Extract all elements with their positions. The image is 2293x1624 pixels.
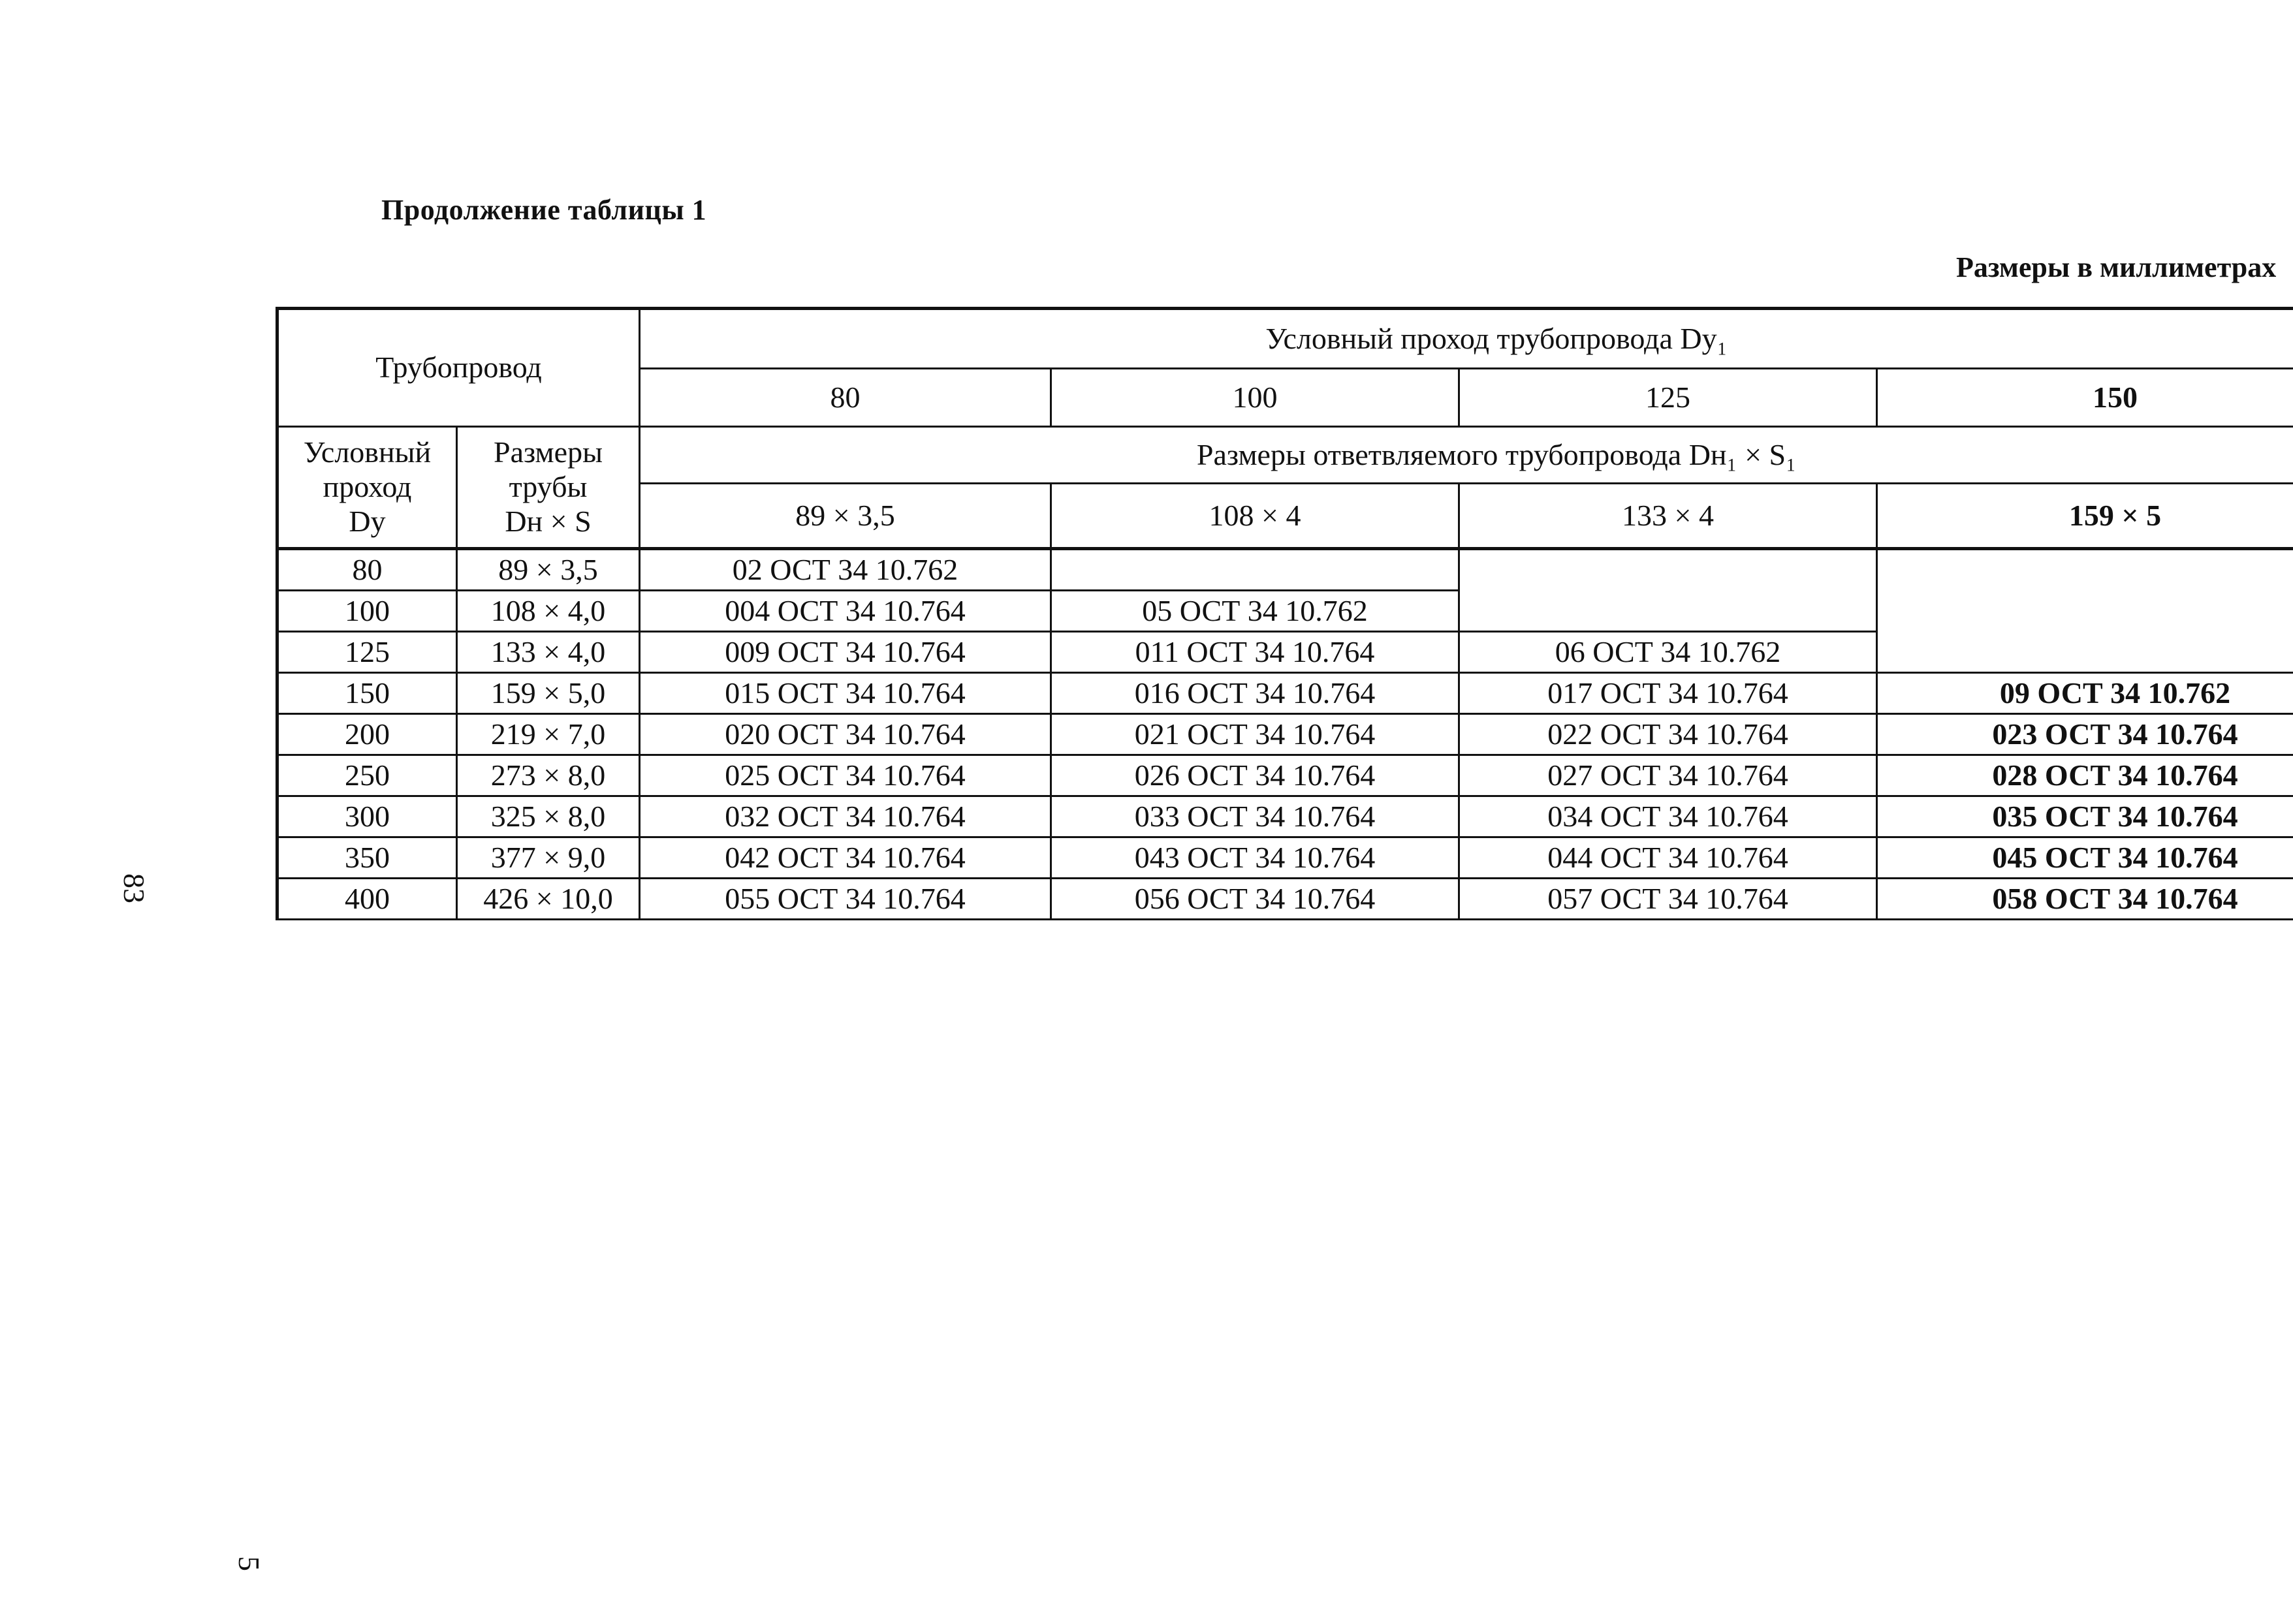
branch-dn-125: 125 — [1459, 369, 1877, 427]
table-row — [277, 673, 2293, 714]
table-row — [277, 755, 2293, 796]
table-row — [277, 879, 2293, 920]
cell-size: 133 × 4,0 — [457, 632, 640, 673]
cell-size: 426 × 10,0 — [457, 879, 640, 920]
page-number-rotated: 83 — [118, 873, 151, 903]
cell-c100: 016 ОСТ 34 10.764 — [1051, 673, 1459, 714]
col-size-label-line: Dн × S — [505, 504, 592, 538]
spec-table — [276, 307, 2293, 920]
cell-c125: 022 ОСТ 34 10.764 — [1459, 714, 1877, 755]
cell-c150: 023 ОСТ 34 10.764 — [1877, 714, 2293, 755]
cell-size: 377 × 9,0 — [457, 837, 640, 879]
branch-dn-100: 100 — [1051, 369, 1459, 427]
table-row — [277, 837, 2293, 879]
cell-dn: 350 — [277, 837, 457, 879]
cell-size: 89 × 3,5 — [457, 549, 640, 591]
cell-c150: 058 ОСТ 34 10.764 — [1877, 879, 2293, 920]
cell-size: 325 × 8,0 — [457, 796, 640, 837]
cell-c125-empty — [1459, 549, 1877, 632]
cell-c125: 034 ОСТ 34 10.764 — [1459, 796, 1877, 837]
col-dn-label-line: проход — [323, 470, 412, 504]
header-pipeline: Трубопровод — [277, 309, 640, 427]
cell-dn: 150 — [277, 673, 457, 714]
cell-c100: 011 ОСТ 34 10.764 — [1051, 632, 1459, 673]
table-caption: Продолжение таблицы 1 — [381, 194, 707, 226]
cell-size: 159 × 5,0 — [457, 673, 640, 714]
header-branch-dn: Условный проход трубопровода Dy₁ — [640, 309, 2293, 369]
col-dn-label-line: Условный — [303, 435, 432, 469]
cell-c80: 025 ОСТ 34 10.764 — [640, 755, 1051, 796]
branch-size-89: 89 × 3,5 — [640, 484, 1051, 549]
cell-dn: 250 — [277, 755, 457, 796]
cell-c150: 09 ОСТ 34 10.762 — [1877, 673, 2293, 714]
cell-c150: 045 ОСТ 34 10.764 — [1877, 837, 2293, 879]
header-branch-size: Размеры ответвляемого трубопровода Dн₁ × S₁ — [640, 427, 2293, 484]
cell-c80: 015 ОСТ 34 10.764 — [640, 673, 1051, 714]
table-row — [277, 549, 2293, 591]
cell-c100: 05 ОСТ 34 10.762 — [1051, 591, 1459, 632]
cell-c100: 033 ОСТ 34 10.764 — [1051, 796, 1459, 837]
cell-c100: 056 ОСТ 34 10.764 — [1051, 879, 1459, 920]
cell-c125: 027 ОСТ 34 10.764 — [1459, 755, 1877, 796]
units-note: Размеры в миллиметрах — [1956, 251, 2277, 283]
col-size-label-line: трубы — [509, 470, 588, 504]
cell-size: 219 × 7,0 — [457, 714, 640, 755]
cell-c150: 035 ОСТ 34 10.764 — [1877, 796, 2293, 837]
cell-c80: 042 ОСТ 34 10.764 — [640, 837, 1051, 879]
cell-dn: 125 — [277, 632, 457, 673]
cell-c125: 057 ОСТ 34 10.764 — [1459, 879, 1877, 920]
cell-c80: 004 ОСТ 34 10.764 — [640, 591, 1051, 632]
col-dn-label-line: Dy — [349, 504, 386, 538]
cell-c125: 06 ОСТ 34 10.762 — [1459, 632, 1877, 673]
cell-size: 273 × 8,0 — [457, 755, 640, 796]
cell-c100: 026 ОСТ 34 10.764 — [1051, 755, 1459, 796]
cell-c100: 021 ОСТ 34 10.764 — [1051, 714, 1459, 755]
cell-c100 — [1051, 549, 1459, 591]
cell-c125: 044 ОСТ 34 10.764 — [1459, 837, 1877, 879]
cell-dn: 400 — [277, 879, 457, 920]
branch-dn-80: 80 — [640, 369, 1051, 427]
branch-dn-150: 150 — [1877, 369, 2293, 427]
table-row — [277, 714, 2293, 755]
branch-size-159: 159 × 5 — [1877, 484, 2293, 549]
branch-size-108: 108 × 4 — [1051, 484, 1459, 549]
cell-size: 108 × 4,0 — [457, 591, 640, 632]
cell-dn: 200 — [277, 714, 457, 755]
col-dn-label — [277, 427, 457, 549]
cell-c100: 043 ОСТ 34 10.764 — [1051, 837, 1459, 879]
cell-dn: 300 — [277, 796, 457, 837]
cell-c150-empty — [1877, 549, 2293, 673]
cell-c80: 032 ОСТ 34 10.764 — [640, 796, 1051, 837]
cell-c125: 017 ОСТ 34 10.764 — [1459, 673, 1877, 714]
cell-c80: 055 ОСТ 34 10.764 — [640, 879, 1051, 920]
page-number-bottom: 5 — [232, 1556, 266, 1571]
cell-c80: 02 ОСТ 34 10.762 — [640, 549, 1051, 591]
col-size-label-line: Размеры — [494, 435, 603, 469]
table-row — [277, 796, 2293, 837]
cell-c80: 020 ОСТ 34 10.764 — [640, 714, 1051, 755]
cell-c150: 028 ОСТ 34 10.764 — [1877, 755, 2293, 796]
cell-dn: 80 — [277, 549, 457, 591]
cell-dn: 100 — [277, 591, 457, 632]
branch-size-133: 133 × 4 — [1459, 484, 1877, 549]
cell-c80: 009 ОСТ 34 10.764 — [640, 632, 1051, 673]
spec-table-wrapper — [276, 307, 2293, 920]
col-size-label — [457, 427, 640, 549]
